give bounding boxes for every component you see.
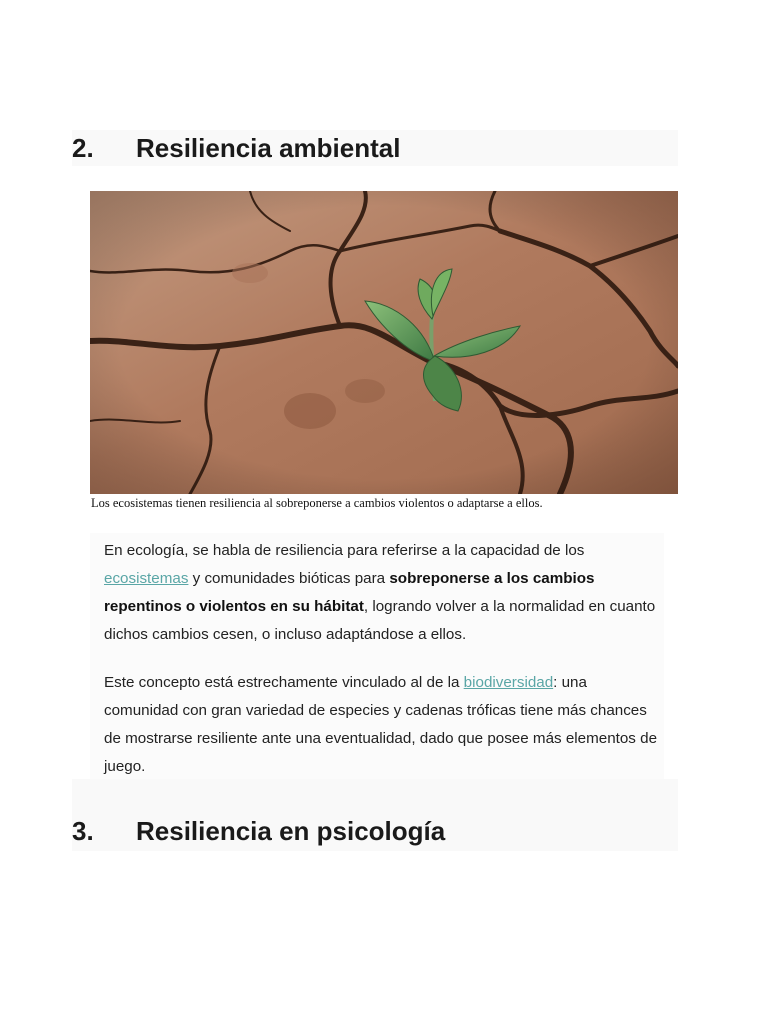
section-3-heading xyxy=(72,816,445,847)
section-2-heading xyxy=(72,133,400,164)
paragraph-2-text-1: Este concepto está estrechamente vinculado al de la xyxy=(104,674,464,691)
paragraph-2-text-2: : una comunidad con gran variedad de especies y cadenas tróficas tiene más chances de mostrarse resiliente ante una eventualidad, dado que posee más elementos de juego. xyxy=(104,674,658,775)
section-2-title: Resiliencia ambiental xyxy=(136,133,401,163)
section-3-number: 3. xyxy=(72,816,94,846)
paragraph-biodiversity xyxy=(104,669,664,781)
paragraph-1-bold: sobreponerse a los cambios repentinos o violentos en su hábitat xyxy=(104,570,595,615)
paragraph-1-text-2: y comunidades bióticas para xyxy=(188,570,390,587)
paragraph-1-text-3: , logrando volver a la normalidad en cuanto dichos cambios cesen, o incluso adaptándose a ellos. xyxy=(104,598,656,643)
section-2-number: 2. xyxy=(72,133,94,163)
ecosystem-photo xyxy=(90,191,678,494)
ecosistemas-link[interactable]: ecosistemas xyxy=(104,570,189,587)
biodiversidad-link[interactable]: biodiversidad xyxy=(463,674,554,691)
paragraph-ecology xyxy=(104,537,664,649)
photo-caption: Los ecosistemas tienen resiliencia al sobreponerse a cambios violentos o adaptarse a ellos. xyxy=(91,496,543,510)
section-3-title: Resiliencia en psicología xyxy=(136,816,446,846)
paragraph-1-text-1: En ecología, se habla de resiliencia para referirse a la capacidad de los xyxy=(104,542,585,559)
